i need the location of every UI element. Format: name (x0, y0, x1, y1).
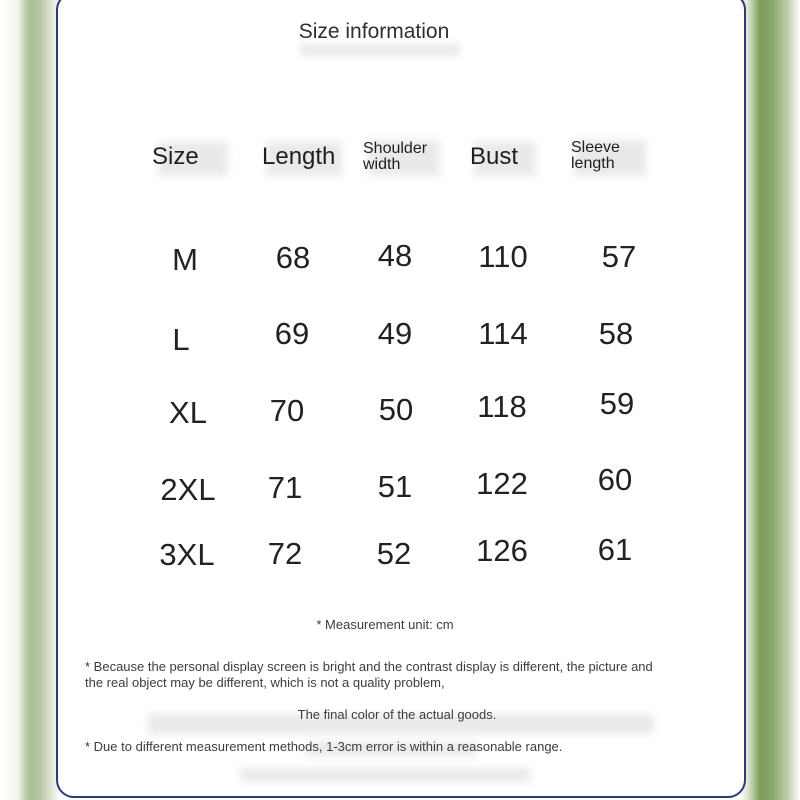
measurement-unit-note: * Measurement unit: cm (316, 617, 454, 632)
final-color-note: The final color of the actual goods. (297, 707, 497, 722)
header-bust: Bust (470, 143, 519, 170)
cell-size: M (172, 242, 198, 277)
cell-bust: 118 (477, 389, 527, 424)
cell-size: 2XL (160, 472, 216, 507)
cell-bust: 122 (476, 466, 528, 501)
measurement-error-note: * Due to different measurement methods, 1-3cm error is within a reasonable range. (85, 739, 563, 754)
cell-sleeve: 61 (597, 532, 633, 567)
cell-bust: 126 (476, 533, 528, 568)
cell-shoulder: 48 (377, 238, 413, 273)
ghost-artifact (300, 44, 460, 56)
cell-sleeve: 58 (598, 316, 634, 351)
header-shoulder-line1: Shoulder (363, 140, 428, 157)
header-length: Length (262, 143, 336, 170)
cell-bust: 114 (478, 316, 528, 351)
cell-sleeve: 59 (599, 386, 635, 421)
cell-length: 68 (275, 240, 311, 275)
cell-shoulder: 51 (377, 469, 413, 504)
cell-shoulder: 50 (378, 392, 414, 427)
cell-size: 3XL (159, 537, 215, 572)
cell-bust: 110 (478, 239, 528, 274)
cell-sleeve: 60 (597, 462, 633, 497)
ghost-artifact (240, 768, 530, 782)
cell-sleeve: 57 (601, 239, 637, 274)
display-disclaimer-line1: * Because the personal display screen is bright and the contrast display is different, the picture and (85, 659, 653, 674)
cell-length: 70 (269, 393, 305, 428)
cell-shoulder: 49 (377, 316, 413, 351)
cell-shoulder: 52 (376, 536, 412, 571)
cell-length: 71 (267, 470, 303, 505)
header-shoulder-line2: width (363, 156, 401, 173)
header-sleeve-line2: length (571, 155, 615, 172)
display-disclaimer-line2: the real object may be different, which is not a quality problem, (85, 675, 445, 690)
page-title: Size information (298, 20, 450, 43)
cell-size: XL (169, 395, 207, 430)
header-shoulder-width (363, 141, 427, 173)
cell-length: 69 (274, 316, 310, 351)
cell-length: 72 (267, 536, 303, 571)
header-sleeve-line1: Sleeve (571, 139, 620, 156)
cell-size: L (172, 322, 190, 357)
header-size: Size (152, 143, 199, 170)
header-sleeve-length (571, 140, 620, 172)
